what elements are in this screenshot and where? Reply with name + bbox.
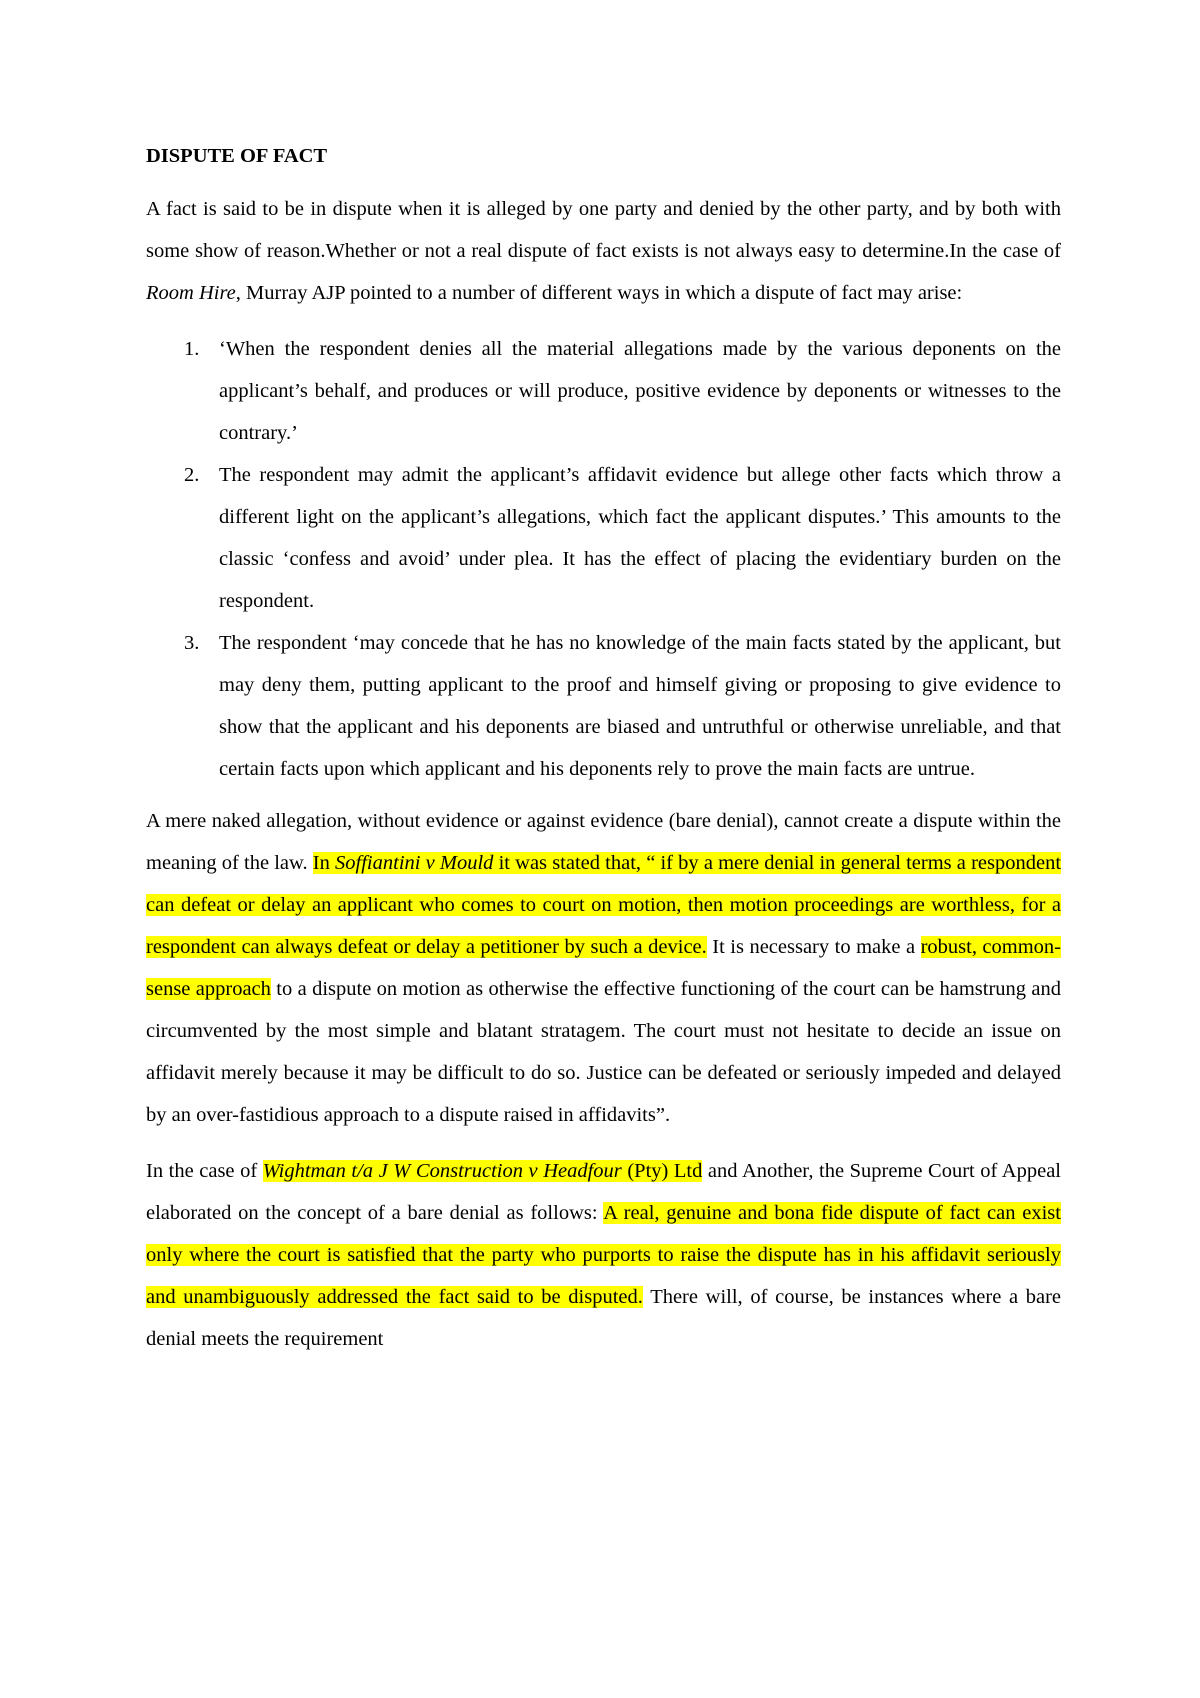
list-item-number: 1. — [184, 338, 200, 360]
para3-text-c: There will, of course, be instances where a bare denial meets the requirement — [146, 1286, 1062, 1350]
highlighted-case-wightman — [263, 1160, 703, 1182]
document-title: DISPUTE OF FACT — [146, 145, 328, 167]
dispute-ways-list — [146, 328, 1061, 790]
para3-text-a: In the case of — [146, 1160, 263, 1182]
list-item-text: The respondent may admit the applicant’s affidavit evidence but allege other facts which throw a different light on the applicant’s allegations, which fact the applicant disputes.’ This amounts to the classic ‘confess and avoid’ under plea. It has the effect of placing the evidentiary burden on the respondent. — [219, 464, 1061, 612]
para2-text-b: It is necessary to make a — [706, 936, 921, 958]
case-name-wightman: Wightman t/a J W Construction v Headfour — [262, 1160, 622, 1182]
list-item-number: 2. — [184, 464, 200, 486]
para3-text-b: and Another, the Supreme Court of Appeal elaborated on the concept of a bare denial as follows: — [146, 1160, 1061, 1224]
para2-text-a: A mere naked allegation, without evidence or against evidence (bare denial), cannot create a dispute within the meaning of the law. — [146, 810, 1061, 874]
highlight-text: In — [312, 852, 336, 874]
intro-text-b: , Murray AJP pointed to a number of different ways in which a dispute of fact may arise: — [235, 282, 963, 304]
intro-paragraph — [146, 188, 1061, 314]
case-name-tail: (Pty) Ltd — [621, 1160, 703, 1182]
highlighted-robust-approach: robust, common-sense approach — [146, 936, 1062, 1000]
para2-text-c: to a dispute on motion as otherwise the effective functioning of the court can be hamstrung and circumvented by the most simple and blatant stratagem. The court must not hesitate to decide an issue on affidavit merely because it may be difficult to do so. Justice can be defeated or seriously impeded and delayed by an over-fastidious approach to a dispute raised in affidavits”. — [146, 978, 1061, 1126]
highlight-text: it was stated that, “ if by a mere denial in general terms a respondent can defeat or delay an applicant who comes to court on motion, then motion proceedings are worthless, for a respondent can always defeat or delay a petitioner by such a device. — [146, 852, 1062, 958]
list-item — [146, 328, 1061, 454]
highlighted-sca-quote: A real, genuine and bona fide dispute of fact can exist only where the court is satisfied that the party who purports to raise the dispute has in his affidavit seriously and unambiguously addressed the fact said to be disputed. — [146, 1202, 1061, 1308]
list-item — [146, 622, 1061, 790]
list-item-text: ‘When the respondent denies all the material allegations made by the various deponents on the applicant’s behalf, and produces or will produce, positive evidence by deponents or witnesses to the contrary.’ — [219, 338, 1061, 444]
wightman-paragraph — [146, 1150, 1061, 1360]
bare-denial-paragraph — [146, 800, 1061, 1136]
case-name-soffiantini: Soffiantini v Mould — [335, 852, 494, 874]
list-item-number: 3. — [184, 632, 200, 654]
case-name-room-hire: Room Hire — [146, 282, 236, 304]
intro-text-a: A fact is said to be in dispute when it is alleged by one party and denied by the other party, and by both with some show of reason.Whether or not a real dispute of fact exists is not always easy to determine.In the case of — [146, 198, 1061, 262]
list-item — [146, 454, 1061, 622]
list-item-text: The respondent ‘may concede that he has no knowledge of the main facts stated by the applicant, but may deny them, putting applicant to the proof and himself giving or proposing to give evidence to show that the applicant and his deponents are biased and untruthful or otherwise unreliable, and that certain facts upon which applicant and his deponents rely to prove the main facts are untrue. — [219, 632, 1061, 780]
document-body — [146, 142, 1061, 1360]
